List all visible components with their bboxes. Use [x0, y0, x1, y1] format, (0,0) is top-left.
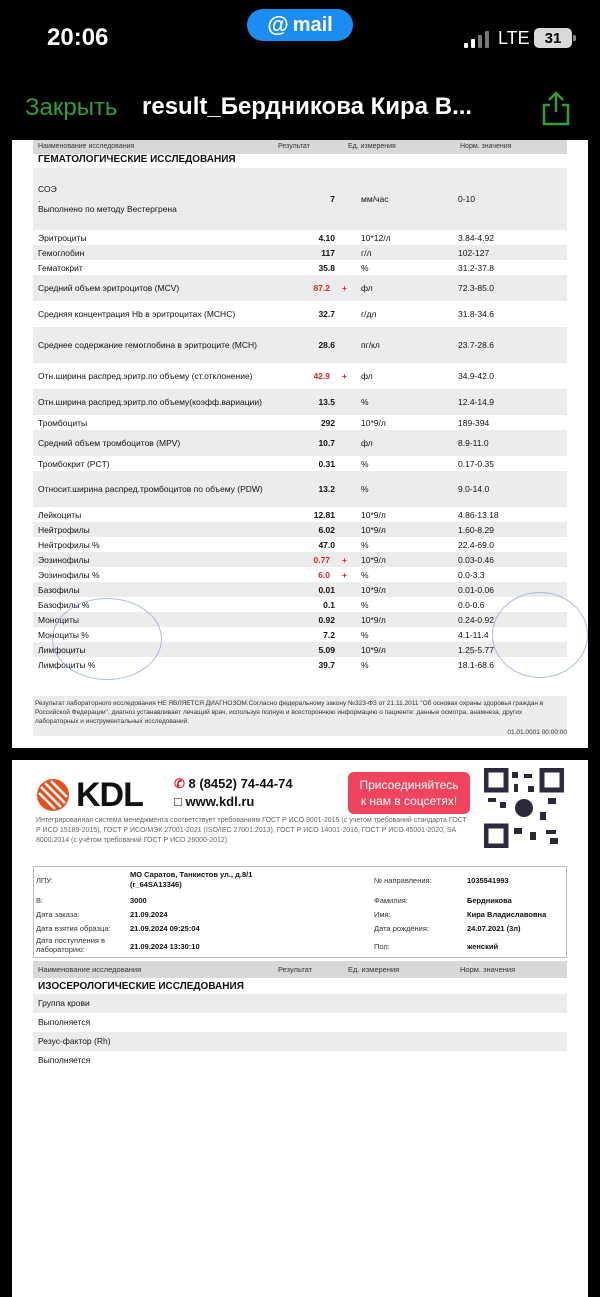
row-result: [273, 552, 347, 567]
row-unit: [343, 612, 453, 627]
row-result-text: 117: [321, 247, 335, 258]
row-unit-text: фл: [361, 371, 373, 381]
row-norm: [453, 430, 567, 456]
section-title: ГЕМАТОЛОГИЧЕСКИЕ ИССЛЕДОВАНИЯ: [38, 154, 236, 165]
row-result: [273, 471, 343, 507]
header-name: Наименование исследования: [38, 143, 135, 150]
row-unit: [343, 275, 453, 301]
row-unit-text: %: [361, 262, 369, 273]
row-unit-text: %: [361, 539, 369, 550]
row-norm: [453, 327, 567, 363]
row-unit-text: пг/кл: [361, 340, 380, 350]
row-name-text: Эозинофилы %: [38, 569, 100, 580]
row-result: [273, 567, 347, 582]
row-name: [33, 168, 273, 230]
row-unit: [343, 389, 453, 415]
row-unit: [343, 642, 453, 657]
row-name-text: Гематокрит: [38, 262, 83, 273]
status-bar: [0, 0, 600, 80]
row-unit-text: 10*9/л: [361, 614, 386, 625]
referral-label: № направления:: [374, 876, 432, 885]
row-name-text: Нейтрофилы %: [38, 539, 100, 550]
row-norm-text: 102-127: [458, 247, 490, 258]
row-norm-text: 31.8-34.6: [458, 309, 494, 319]
table-row: [33, 260, 567, 275]
table-header-2: [33, 961, 567, 978]
row-result-text: 35.8: [318, 262, 335, 273]
table-row: [33, 507, 567, 522]
row-unit: [343, 597, 453, 612]
row-name: [33, 275, 273, 301]
row-result: [273, 301, 343, 327]
signal-icon: [464, 30, 490, 48]
header-result: Результат: [278, 965, 313, 974]
row-name-text: Эритроциты: [38, 232, 87, 243]
row-norm: [453, 552, 567, 567]
row-result: [273, 245, 343, 260]
row-result-text: 10.7: [318, 438, 335, 448]
row-name-text: Средний объем тромбоцитов (MPV): [38, 438, 181, 448]
logo-text: KDL: [76, 775, 143, 814]
v-value: 3000: [130, 896, 147, 905]
row-name-text: Нейтрофилы: [38, 524, 90, 535]
row-name-text: Лимфоциты: [38, 644, 86, 655]
row-unit-text: 10*9/л: [361, 644, 386, 655]
row-result: [273, 415, 343, 430]
row-name: [33, 230, 273, 245]
row-result-text: 87.2: [313, 283, 331, 293]
row-result-text: 7.2: [323, 629, 335, 640]
table-row: [33, 245, 567, 260]
row-result: [273, 430, 343, 456]
row-norm-text: 18.1-68.6: [458, 659, 494, 670]
network-type: LTE: [498, 28, 530, 48]
qr-code: [484, 768, 564, 848]
sample-date-label: Дата взятия образца:: [36, 924, 111, 933]
row-name-text: Лейкоциты: [38, 509, 82, 520]
row-result: [273, 327, 343, 363]
row-norm: [453, 522, 567, 537]
row-result: [273, 642, 343, 657]
row-unit: [343, 567, 453, 582]
table-row: [33, 230, 567, 245]
table-row: [33, 363, 567, 389]
row-name: [33, 363, 273, 389]
row-norm-text: 22.4-69.0: [458, 539, 494, 550]
lpu-value: МО Саратов, Танкистов ул., д.8/1 (r_64SA13346): [130, 870, 253, 889]
row-name: [33, 582, 273, 597]
row-norm-text: 8.9-11.0: [458, 438, 489, 448]
row-unit: [343, 168, 453, 230]
row-result-text: 292: [320, 417, 335, 428]
website-link[interactable]: [174, 794, 254, 809]
row-name: [33, 522, 273, 537]
row-name-text: Лимфоциты %: [38, 659, 96, 670]
row-unit-text: %: [361, 599, 369, 610]
row-unit: [343, 471, 453, 507]
row-norm: [453, 363, 567, 389]
table-row: [33, 456, 567, 471]
home-indicator[interactable]: [193, 1277, 407, 1283]
header-unit: Ед. измерения: [348, 143, 396, 150]
row-norm: [453, 507, 567, 522]
row-name: [33, 260, 273, 275]
row-unit: [343, 327, 453, 363]
row-result-text: 12.81: [313, 509, 335, 520]
row-unit-text: %: [361, 629, 369, 640]
table-row: [33, 389, 567, 415]
row-result-text: 13.2: [318, 484, 335, 494]
row-result: [273, 275, 347, 301]
row-name: [33, 327, 273, 363]
clock: 20:06: [47, 24, 109, 51]
table-row: [33, 537, 567, 552]
phone-text: 8 (8452) 74-44-74: [188, 776, 293, 791]
patient-info-box: [33, 866, 567, 958]
row-norm-text: 189-394: [458, 417, 490, 428]
row-norm: [453, 389, 567, 415]
row-norm-text: 4.1-11.4: [458, 629, 489, 640]
row-name: [33, 471, 273, 507]
row-norm: [453, 456, 567, 471]
row-name-text: Тромбокрит (PCT): [38, 458, 110, 469]
section-title-2: ИЗОСЕРОЛОГИЧЕСКИЕ ИССЛЕДОВАНИЯ: [38, 981, 244, 992]
abnormal-flag: +: [342, 554, 347, 565]
birth-value: 24.07.2021 (3л): [467, 924, 521, 933]
row-norm-text: 1.25-5.77: [458, 644, 494, 655]
phone-number[interactable]: [174, 776, 293, 792]
row-name: [33, 430, 273, 456]
row-unit: [343, 301, 453, 327]
row-name: [33, 567, 273, 582]
birth-label: Дата рождения:: [374, 924, 429, 933]
row-unit: [343, 415, 453, 430]
header-result: Результат: [278, 143, 310, 150]
row-result-text: 28.6: [318, 340, 335, 350]
table-row: Резус-фактор (Rh): [33, 1032, 567, 1051]
row-result-text: 0.1: [323, 599, 335, 610]
results-table: [33, 168, 567, 672]
row-result-text: 0.92: [318, 614, 335, 625]
row-unit-text: г/л: [361, 247, 372, 258]
document-code: 01.01.0001 00:00:00: [507, 729, 567, 736]
row-result: [273, 260, 343, 275]
row-norm-text: 23.7-28.6: [458, 340, 494, 350]
row-norm: [453, 260, 567, 275]
stamp-right: [492, 592, 588, 678]
order-date-value: 21.09.2024: [130, 910, 168, 919]
row-result-text: 13.5: [318, 397, 335, 407]
row-result-text: 6.02: [318, 524, 335, 535]
table-row: [33, 552, 567, 567]
row-norm-text: 12.4-14.9: [458, 397, 494, 407]
row-name: [33, 507, 273, 522]
v-label: В:: [36, 896, 44, 905]
row-name: [33, 552, 273, 567]
row-name-text: Относит.ширина распред.тромбоцитов по объему (PDW): [38, 484, 263, 494]
close-button[interactable]: Закрыть: [25, 94, 118, 121]
surname-label: Фамилия:: [374, 896, 408, 905]
row-name-text: Среднее содержание гемоглобина в эритроците (MCH): [38, 340, 257, 350]
row-name-text: Средняя концентрация Hb в эритроцитах (MCHC): [38, 309, 236, 319]
table-row: [33, 168, 567, 230]
row-name: [33, 537, 273, 552]
row-unit-text: 10*9/л: [361, 509, 386, 520]
row-unit-text: %: [361, 484, 369, 494]
row-result-text: 32.7: [318, 309, 335, 319]
row-unit: [343, 430, 453, 456]
row-result-text: 5.09: [318, 644, 335, 655]
table-row: [33, 275, 567, 301]
share-icon[interactable]: [540, 90, 572, 126]
row-unit: [343, 245, 453, 260]
row-result: [273, 612, 343, 627]
row-unit-text: г/дл: [361, 309, 377, 319]
row-norm-text: 0-10: [458, 194, 476, 204]
row-result: [273, 522, 343, 537]
lpu-label: ЛПУ:: [36, 876, 53, 885]
battery-icon: 31: [534, 28, 572, 48]
row-unit-text: фл: [361, 283, 373, 293]
row-unit: [343, 363, 453, 389]
abnormal-flag: +: [342, 371, 347, 381]
row-norm: [453, 275, 567, 301]
row-result: [273, 230, 343, 245]
order-date-label: Дата заказа:: [36, 910, 80, 919]
row-name-text: Гемоглобин: [38, 247, 85, 258]
row-norm-text: 31.2-37.8: [458, 262, 494, 273]
row-norm: [453, 230, 567, 245]
row-name-text: Базофилы: [38, 584, 80, 595]
row-norm-text: 0.0-0.6: [458, 599, 485, 610]
name-value: Кира Владиславовна: [467, 910, 547, 919]
row-result-text: 4.10: [318, 232, 335, 243]
row-name: [33, 389, 273, 415]
row-result: [273, 597, 343, 612]
row-name: [33, 456, 273, 471]
row-norm-text: 9.0-14.0: [458, 484, 490, 494]
row-name-text: Отн.ширина распред.эритр.по объему(коэфф.вариации): [38, 397, 262, 407]
row-name-text: Базофилы %: [38, 599, 90, 610]
table-row: [33, 522, 567, 537]
row-unit: [343, 537, 453, 552]
phone-icon: ✆: [174, 776, 185, 791]
surname-value: Бердникова: [467, 896, 512, 905]
row-result: [273, 582, 343, 597]
row-name: [33, 245, 273, 260]
row-norm: [453, 537, 567, 552]
row-name-text: Эозинофилы: [38, 554, 90, 565]
row-result-text: 0.77: [313, 554, 331, 565]
header-norm: Норм. значения: [460, 143, 512, 150]
row-norm: [453, 567, 567, 582]
monitor-icon: □: [174, 794, 182, 809]
row-result: [273, 657, 343, 672]
website-text: www.kdl.ru: [185, 794, 255, 809]
row-name-text: Моноциты: [38, 614, 79, 625]
row-norm-text: 72.3-85.0: [458, 283, 494, 293]
row-unit-text: фл: [361, 438, 373, 448]
row-norm: [453, 301, 567, 327]
row-unit: [343, 507, 453, 522]
row-result-text: 47.0: [318, 539, 335, 550]
row-unit-text: мм/час: [361, 194, 389, 204]
table-row: [33, 430, 567, 456]
table-row: [33, 327, 567, 363]
disclaimer-note: Результат лабораторного исследования НЕ ЯВЛЯЕТСЯ ДИАГНОЗОМ.Согласно федеральному закону №323-ФЗ от 21.11.2011 "Об основах охраны здоровья граждан в Российской Федерации", диагноз устанавливает лечащий врач, используя полную и всестороннюю информацию о пациенте: данные осмотра, анамнеза, других лабораторных и инструментальных исследований.: [33, 696, 567, 736]
document-page-1: [12, 140, 588, 748]
abnormal-flag: +: [342, 569, 347, 580]
row-norm-text: 34.9-42.0: [458, 371, 494, 381]
document-title: result_Бердникова Кира В...: [142, 93, 473, 120]
header-norm: Норм. значения: [460, 965, 516, 974]
nav-bar: [0, 80, 600, 140]
mail-app-pill[interactable]: [247, 9, 353, 41]
row-result: [273, 456, 343, 471]
iso-certification: Интегрированная система менеджмента соответствует требованиям ГОСТ Р ИСО 9001-2015 (с учетом требований стандарта ГОСТ Р ИСО 15189-2015), ГОСТ Р ИСО/МЭК 27001-2021 (ISO/IEC 27001:2013), ГОСТ Р ИСО 14001-2016, ГОСТ Р ИСО 45001-2020, SA 8000:2014 (с учётом требований ГОСТ Р ИСО 26000-2012): [36, 817, 467, 844]
table-row: Выполняется: [38, 1017, 91, 1027]
row-unit: [343, 582, 453, 597]
document-page-2: [12, 760, 588, 1297]
table-row: Группа крови: [33, 994, 567, 1013]
row-unit-text: %: [361, 569, 369, 580]
lab-date-value: 21.09.2024 13:30:10: [130, 942, 200, 951]
row-unit: [343, 260, 453, 275]
promo-line-1: Присоединяйтесь: [359, 778, 459, 792]
row-unit-text: 10*9/л: [361, 524, 386, 535]
table-header: [33, 140, 567, 154]
row-result: [273, 627, 343, 642]
row-name-text: Тромбоциты: [38, 417, 88, 428]
row-unit-text: %: [361, 397, 369, 407]
kdl-logo: [36, 776, 156, 814]
table-row: Выполняется: [38, 1055, 91, 1065]
at-icon: @: [267, 12, 289, 37]
row-norm-text: 0.17-0.35: [458, 458, 494, 469]
row-result-text: 0.31: [318, 458, 335, 469]
row-norm-text: 0.03-0.46: [458, 554, 494, 565]
table-row: [33, 567, 567, 582]
promo-line-2: к нам в соцсетях!: [360, 794, 458, 808]
stamp-left: [52, 598, 162, 680]
app-pill-label: mail: [292, 13, 333, 36]
row-norm: [453, 471, 567, 507]
row-unit: [343, 456, 453, 471]
row-result: [273, 363, 347, 389]
row-unit-text: %: [361, 659, 369, 670]
row-result-text: 39.7: [318, 659, 335, 670]
row-norm-text: 0.24-0.92: [458, 614, 494, 625]
row-norm: [453, 168, 567, 230]
row-unit: [343, 552, 453, 567]
row-norm: [453, 245, 567, 260]
row-result-text: 42.9: [313, 371, 331, 381]
row-unit-text: %: [361, 458, 369, 469]
row-result: [273, 168, 343, 230]
row-result: [273, 389, 343, 415]
row-norm-text: 0.01-0.06: [458, 584, 494, 595]
header-unit: Ед. измерения: [348, 965, 400, 974]
referral-value: 1035541993: [467, 876, 509, 885]
kdl-logo-icon: [36, 778, 70, 812]
name-label: Имя:: [374, 910, 391, 919]
row-name: [33, 415, 273, 430]
header-name: Наименование исследования: [38, 965, 142, 974]
row-result-text: 6.0: [318, 569, 331, 580]
row-result: [273, 507, 343, 522]
table-row: [33, 415, 567, 430]
row-unit-text: 10*9/л: [361, 584, 386, 595]
row-result: [273, 537, 343, 552]
table-row: [33, 471, 567, 507]
row-unit: [343, 627, 453, 642]
row-name-text: Средний объем эритроцитов (MCV): [38, 283, 180, 293]
row-name-text: СОЭ . Выполнено по методу Вестергрена: [38, 184, 177, 214]
row-name-text: Моноциты %: [38, 629, 89, 640]
table-row: [33, 301, 567, 327]
row-norm-text: 4.86-13.18: [458, 509, 499, 520]
social-promo: [348, 772, 470, 814]
row-name-text: Отн.ширина распред.эритр.по объему (ст.отклонение): [38, 371, 253, 381]
row-unit: [343, 657, 453, 672]
sex-label: Пол:: [374, 942, 390, 951]
row-norm-text: 0.0-3.3: [458, 569, 485, 580]
lab-date-label: Дата поступления в лабораторию:: [36, 936, 106, 954]
sample-date-value: 21.09.2024 09:25:04: [130, 924, 200, 933]
row-name: [33, 301, 273, 327]
row-norm: [453, 415, 567, 430]
row-unit-text: 10*9/л: [361, 554, 386, 565]
abnormal-flag: +: [342, 283, 347, 293]
row-unit: [343, 230, 453, 245]
table-row: [33, 582, 567, 597]
sex-value: женский: [467, 942, 499, 951]
row-result-text: 7: [330, 194, 335, 204]
row-norm-text: 1.60-8.29: [458, 524, 494, 535]
row-unit-text: 10*12/л: [361, 232, 391, 243]
row-unit: [343, 522, 453, 537]
row-norm-text: 3.84-4.92: [458, 232, 494, 243]
row-unit-text: 10*9/л: [361, 417, 386, 428]
row-result-text: 0.01: [318, 584, 335, 595]
